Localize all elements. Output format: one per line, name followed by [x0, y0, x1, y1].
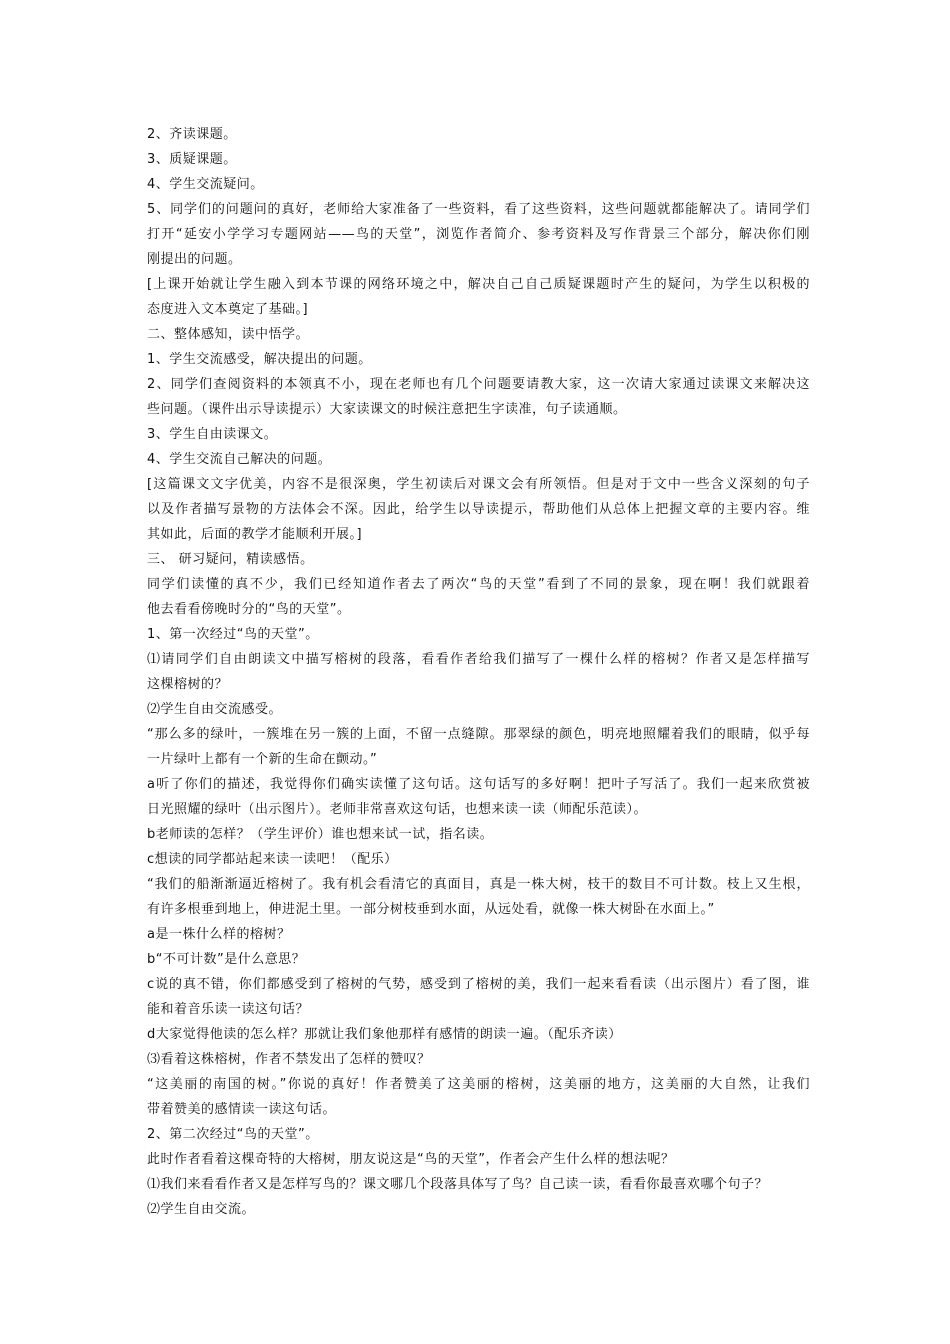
text-line: 日光照耀的绿叶（出示图片）。老师非常喜欢这句话，也想来读一读（师配乐范读）。 [147, 802, 648, 817]
text-line: 能和着音乐读一读这句话？ [147, 1002, 310, 1017]
text-line: 刚提出的问题。 [147, 252, 242, 267]
text-line: ⑵学生自由交流。 [147, 1202, 256, 1217]
text-line: 些问题。（课件出示导读提示）大家读课文的时候注意把生字读准，句子读通顺。 [147, 402, 627, 417]
text-line: 以及作者描写景物的方法体会不深。因此，给学生以导读提示，帮助他们从总体上把握文章的主要内容。维 [147, 502, 810, 517]
text-line: [这篇课文文字优美，内容不是很深奥，学生初读后对课文会有所领悟。但是对于文中一些含义深刻的句子 [147, 477, 810, 492]
text-line: a听了你们的描述，我觉得你们确实读懂了这句话。这句话写的多好啊！把叶子写活了。我们一起来欣赏被 [147, 777, 810, 792]
text-line: b老师读的怎样？（学生评价）谁也想来试一试，指名读。 [147, 827, 494, 842]
text-line: 打开“延安小学学习专题网站——鸟的天堂”，浏览作者简介、参考资料及写作背景三个部分，解决你们刚 [147, 227, 810, 242]
text-line: 4、学生交流自己解决的问题。 [147, 452, 332, 467]
text-line: 态度进入文本奠定了基础。] [147, 302, 309, 317]
text-line: “那么多的绿叶，一簇堆在另一簇的上面，不留一点缝隙。那翠绿的颜色，明亮地照耀着我们的眼睛，似乎每 [147, 727, 810, 742]
text-line: c想读的同学都站起来读一读吧！（配乐） [147, 852, 398, 867]
text-line: “我们的船渐渐逼近榕树了。我有机会看清它的真面目，真是一株大树，枝干的数目不可计数。枝上又生根， [147, 877, 810, 892]
text-line: 5、同学们的问题问的真好，老师给大家准备了一些资料，看了这些资料，这些问题就都能解决了。请同学们 [147, 202, 810, 217]
text-line: ⑴我们来看看作者又是怎样写鸟的？课文哪几个段落具体写了鸟？自己读一读，看看你最喜欢哪个句子？ [147, 1177, 769, 1192]
text-line: 3、质疑课题。 [147, 152, 237, 167]
text-line: 这棵榕树的？ [147, 677, 229, 692]
text-line: d大家觉得他读的怎么样？那就让我们象他那样有感情的朗读一遍。（配乐齐读） [147, 1027, 622, 1042]
text-line: a是一株什么样的榕树？ [147, 927, 291, 942]
text-line: 3、学生自由读课文。 [147, 427, 278, 442]
text-line: 2、同学们查阅资料的本领真不小，现在老师也有几个问题要请教大家，这一次请大家通过读课文来解决这 [147, 377, 810, 392]
text-line: 有许多根垂到地上，伸进泥土里。一部分树枝垂到水面，从远处看，就像一株大树卧在水面上。” [147, 902, 715, 917]
text-line: c说的真不错，你们都感受到了榕树的气势，感受到了榕树的美，我们一起来看看读（出示图片）看了图，谁 [147, 977, 810, 992]
text-line: 带着赞美的感情读一读这句话。 [147, 1102, 337, 1117]
text-line: 2、第二次经过“鸟的天堂”。 [147, 1127, 319, 1142]
text-line: 1、学生交流感受，解决提出的问题。 [147, 352, 372, 367]
text-line: 一片绿叶上都有一个新的生命在颤动。” [147, 752, 378, 767]
text-line: 1、第一次经过“鸟的天堂”。 [147, 627, 319, 642]
text-line: 三、 研习疑问，精读感悟。 [147, 552, 314, 567]
text-line: ⑴请同学们自由朗读文中描写榕树的段落，看看作者给我们描写了一棵什么样的榕树？作者又是怎样描写 [147, 652, 810, 667]
text-line: 他去看看傍晚时分的“鸟的天堂”。 [147, 602, 351, 617]
text-line: [上课开始就让学生融入到本节课的网络环境之中，解决自己自己质疑课题时产生的疑问，为学生以积极的 [147, 277, 810, 292]
text-line: b“不可计数”是什么意思？ [147, 952, 306, 967]
text-line: 其如此，后面的教学才能顺利开展。] [147, 527, 363, 542]
text-line: 4、学生交流疑问。 [147, 177, 264, 192]
text-line: 同学们读懂的真不少，我们已经知道作者去了两次“鸟的天堂”看到了不同的景象，现在啊！我们就跟着 [147, 577, 810, 592]
text-line: 二、整体感知，读中悟学。 [147, 327, 310, 342]
text-line: “这美丽的南国的树。”你说的真好！作者赞美了这美丽的榕树，这美丽的地方，这美丽的大自然，让我们 [147, 1077, 810, 1092]
text-line: 此时作者看着这棵奇特的大榕树，朋友说这是“鸟的天堂”，作者会产生什么样的想法呢？ [147, 1152, 675, 1167]
text-line: 2、齐读课题。 [147, 127, 237, 142]
text-line: ⑵学生自由交流感受。 [147, 702, 283, 717]
text-line: ⑶看着这株榕树，作者不禁发出了怎样的赞叹？ [147, 1052, 431, 1067]
